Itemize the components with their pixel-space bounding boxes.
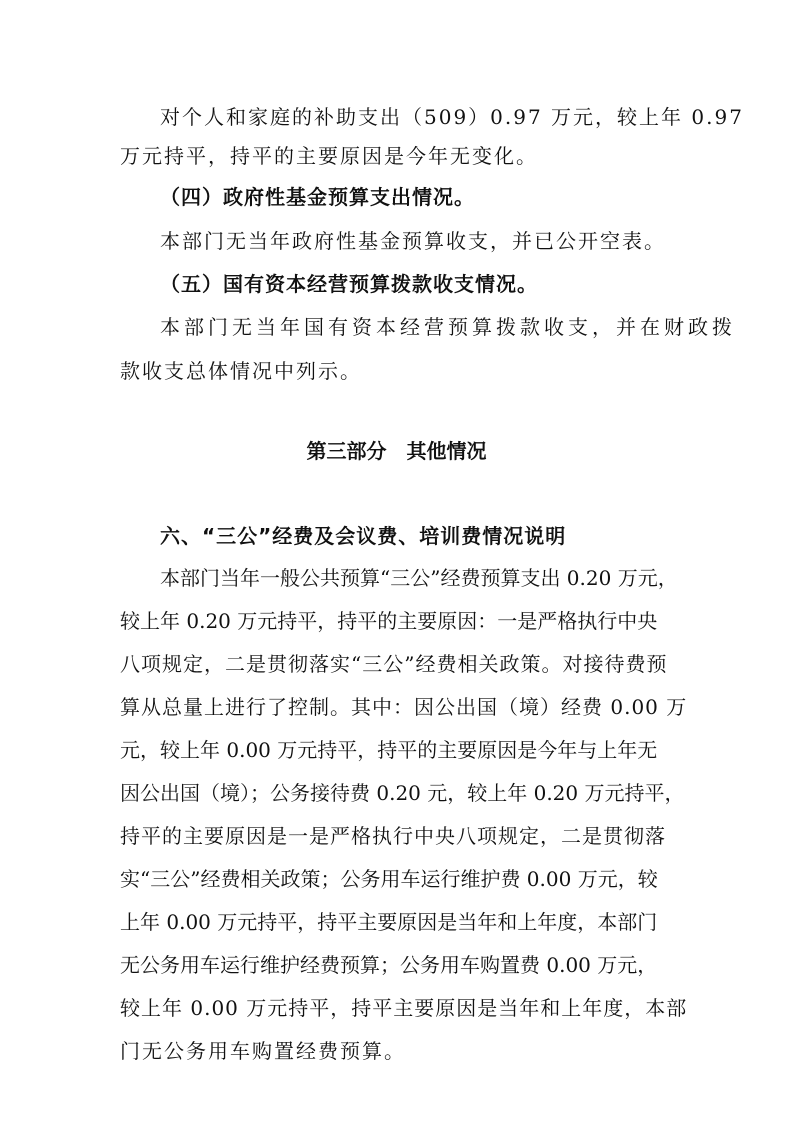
paragraph-line: 门无公务用车购置经费预算。 xyxy=(120,1039,406,1063)
paragraph-line: 款收支总体情况中列示。 xyxy=(120,359,362,383)
paragraph-line: 较上年 0.20 万元持平，持平的主要原因：一是严格执行中央 xyxy=(120,609,658,633)
paragraph-line: 持平的主要原因是一是严格执行中央八项规定，二是贯彻落 xyxy=(120,824,666,848)
paragraph-line: 较上年 0.00 万元持平，持平主要原因是当年和上年度，本部 xyxy=(120,996,688,1020)
section-heading-gov-fund: （四）政府性基金预算支出情况。 xyxy=(160,185,475,209)
part-title: 第三部分 其他情况 xyxy=(306,439,487,463)
section-heading-three-public: 六、“三公”经费及会议费、培训费情况说明 xyxy=(160,524,567,548)
section-heading-state-capital: （五）国有资本经营预算拨款收支情况。 xyxy=(160,272,538,296)
paragraph-line: 万元持平，持平的主要原因是今年无变化。 xyxy=(120,144,538,168)
paragraph-line: 实“三公”经费相关政策；公务用车运行维护费 0.00 万元，较 xyxy=(120,867,658,891)
paragraph-line: 本部门无当年政府性基金预算收支，并已公开空表。 xyxy=(160,229,666,253)
paragraph-line: 元，较上年 0.00 万元持平，持平的主要原因是今年与上年无 xyxy=(120,738,658,762)
paragraph-line: 算从总量上进行了控制。其中：因公出国（境）经费 0.00 万 xyxy=(120,695,688,719)
paragraph-line: 八项规定，二是贯彻落实“三公”经费相关政策。对接待费预 xyxy=(120,652,668,676)
paragraph-line: 本部门无当年国有资本经营预算拨款收支，并在财政拨 xyxy=(160,315,736,339)
paragraph-line: 上年 0.00 万元持平，持平主要原因是当年和上年度，本部门 xyxy=(120,910,658,934)
paragraph-line: 对个人和家庭的补助支出（509）0.97 万元，较上年 0.97 xyxy=(160,105,744,129)
paragraph-line: 本部门当年一般公共预算“三公”经费预算支出 0.20 万元， xyxy=(160,566,678,590)
paragraph-line: 无公务用车运行维护经费预算；公务用车购置费 0.00 万元， xyxy=(120,953,658,977)
paragraph-line: 因公出国（境）；公务接待费 0.20 元，较上年 0.20 万元持平， xyxy=(120,781,685,805)
